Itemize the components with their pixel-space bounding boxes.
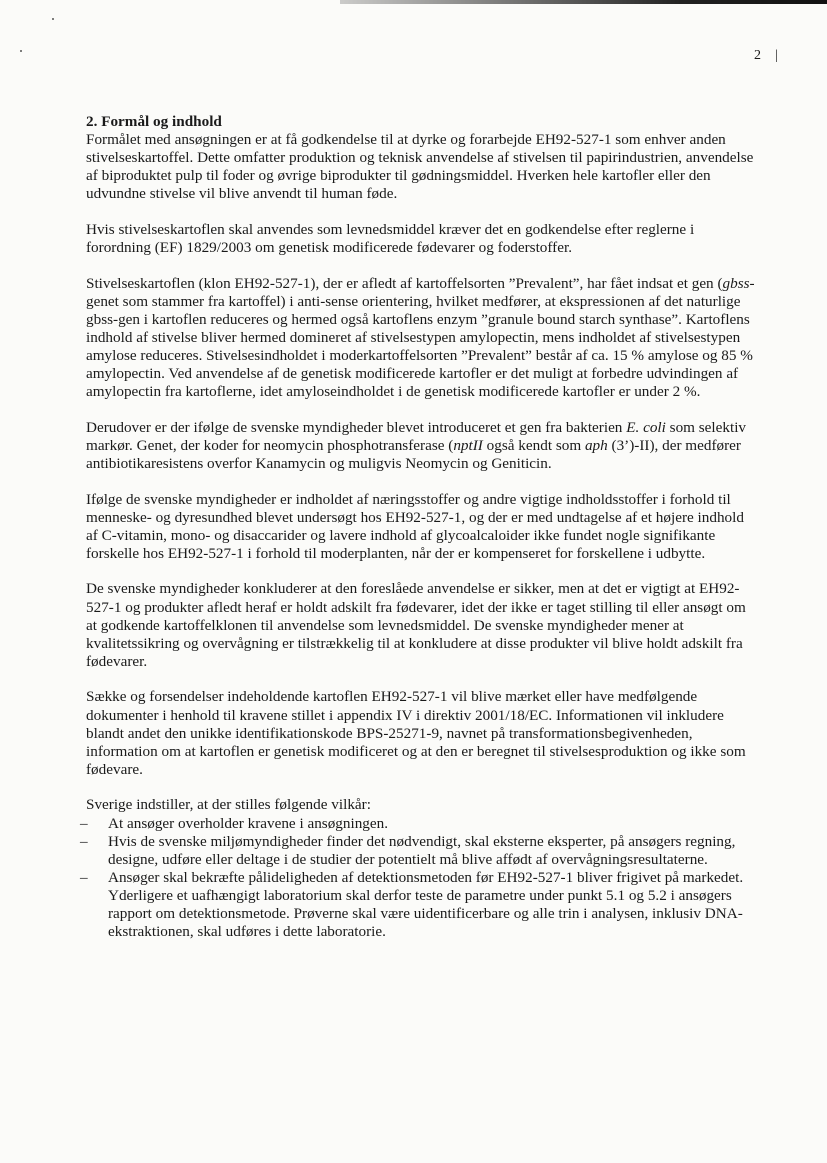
paragraph-purpose: Formålet med ansøgningen er at få godkendelse til at dyrke og forarbejde EH92-527-1 som enhver anden stivelseskartoffel. Dette omfatter produktion og teknisk anvendelse af stivelsen til papirindustrien, anvendelse af biproduktet pulp til foder og øvrige biprodukter til gødningsmiddel. Hverken hele kartofler eller den udvundne stivelse vil blive anvendt til human føde. <box>86 131 754 203</box>
conditions-list <box>86 815 758 942</box>
scan-top-edge <box>340 0 827 4</box>
document-body <box>86 113 758 941</box>
scan-speck <box>20 50 22 52</box>
list-item: – Hvis de svenske miljømyndigheder finder det nødvendigt, skal eksterne eksperter, på ansøgers regning, designe, udføre eller deltage i de studier der potentielt må blive affødt af overvågningsresultaterne. <box>86 833 758 869</box>
paragraph-nutrients: Ifølge de svenske myndigheder er indholdet af næringsstoffer og andre vigtige indholdsstoffer i forhold til menneske- og dyresundhed blevet undersøgt hos EH92-527-1, og der er med undtagelse af et højere indhold af C-vitamin, mono- og disaccarider og lavere indhold af glycoalcaloider ikke fundet nogle signifikante forskelle hos EH92-527-1 i forhold til moderplanten, når der er kompenseret for forskellene i udbytte. <box>86 490 744 562</box>
page-number: 2 | <box>754 48 778 63</box>
paragraph-labelling: Sække og forsendelser indeholdende kartoflen EH92-527-1 vil blive mærket eller have medfølgende dokumenter i henhold til kravene stillet i appendix IV i direktiv 2001/18/EC. Informationen vil inkludere blandt andet den unikke identifikationskode BPS-25271-9, navnet på transformationsbegivenheden, information om at kartoflen er genetisk modificeret og at den er beregnet til stivelsesproduktion og ikke som fødevare. <box>86 688 746 778</box>
paragraph-marker-gene: Derudover er der ifølge de svenske myndigheder blevet introduceret et gen fra bakterien E. coli som selektiv markør. Genet, der koder for neomycin phosphotransferase (nptII også kendt som aph (3’)-II), der medfører antibiotikaresistens overfor Kanamycin og muligvis Neomycin og Geniticin. <box>86 418 747 472</box>
paragraph-food-use: Hvis stivelseskartoflen skal anvendes som levnedsmiddel kræver det en godkendelse efter reglerne i forordning (EF) 1829/2003 om genetisk modificerede fødevarer og foderstoffer. <box>86 220 695 257</box>
list-item: – At ansøger overholder kravene i ansøgningen. <box>86 815 758 833</box>
paragraph-conclusion: De svenske myndigheder konkluderer at den foreslåede anvendelse er sikker, men at det er vigtigt at EH92-527-1 og produkter afledt heraf er holdt adskilt fra fødevarer, idet der ikke er taget stilling til eller ansøgt om at godkende kartoffelklonen til anvendelse som levnedsmiddel. De svenske myndigheder mener at kvalitetssikring og overvågning er tilstrækkelig til at konkludere at disse produkter vil blive holdt adskilt fra fødevarer. <box>86 580 746 670</box>
section-heading: 2. Formål og indhold <box>86 113 222 130</box>
conditions-intro: Sverige indstiller, at der stilles følgende vilkår: <box>86 796 371 814</box>
scan-speck <box>52 18 54 20</box>
paragraph-modification: Stivelseskartoflen (klon EH92-527-1), der er afledt af kartoffelsorten ”Prevalent”, har fået indsat et gen (gbss-genet som stammer fra kartoffel) i anti-sense orientering, hvilket medfører, at ekspressionen af det naturlige gbss-gen i kartoflen reduceres og hermed også kartoflens enzym ”granule bound starch synthase”. Kartoflens indhold af stivelse bliver hermed domineret af stivelsestypen amylopectin, mens indholdet af stivelsestypen amylose reduceres. Stivelsesindholdet i moderkartoffelsorten ”Prevalent” består af ca. 15 % amylose og 85 % amylopectin. Ved anvendelse af de genetisk modificerede kartofler er det muligt at forbedre udvindingen af amylopectin fra kartoflerne, idet amyloseindholdet i de genetisk modificerede kartofler er under 2 %. <box>86 274 755 401</box>
list-item: – Ansøger skal bekræfte pålideligheden af detektionsmetoden før EH92-527-1 bliver frigivet på markedet. Yderligere et uafhængigt laboratorium skal derfor teste de parametre under punkt 5.1 og 5.2 i ansøgers rapport om detektionsmetode. Prøverne skal være uidentificerbare og alle trin i analysen, inklusiv DNA-ekstraktionen, skal udføres i dette laboratorie. <box>86 869 758 941</box>
